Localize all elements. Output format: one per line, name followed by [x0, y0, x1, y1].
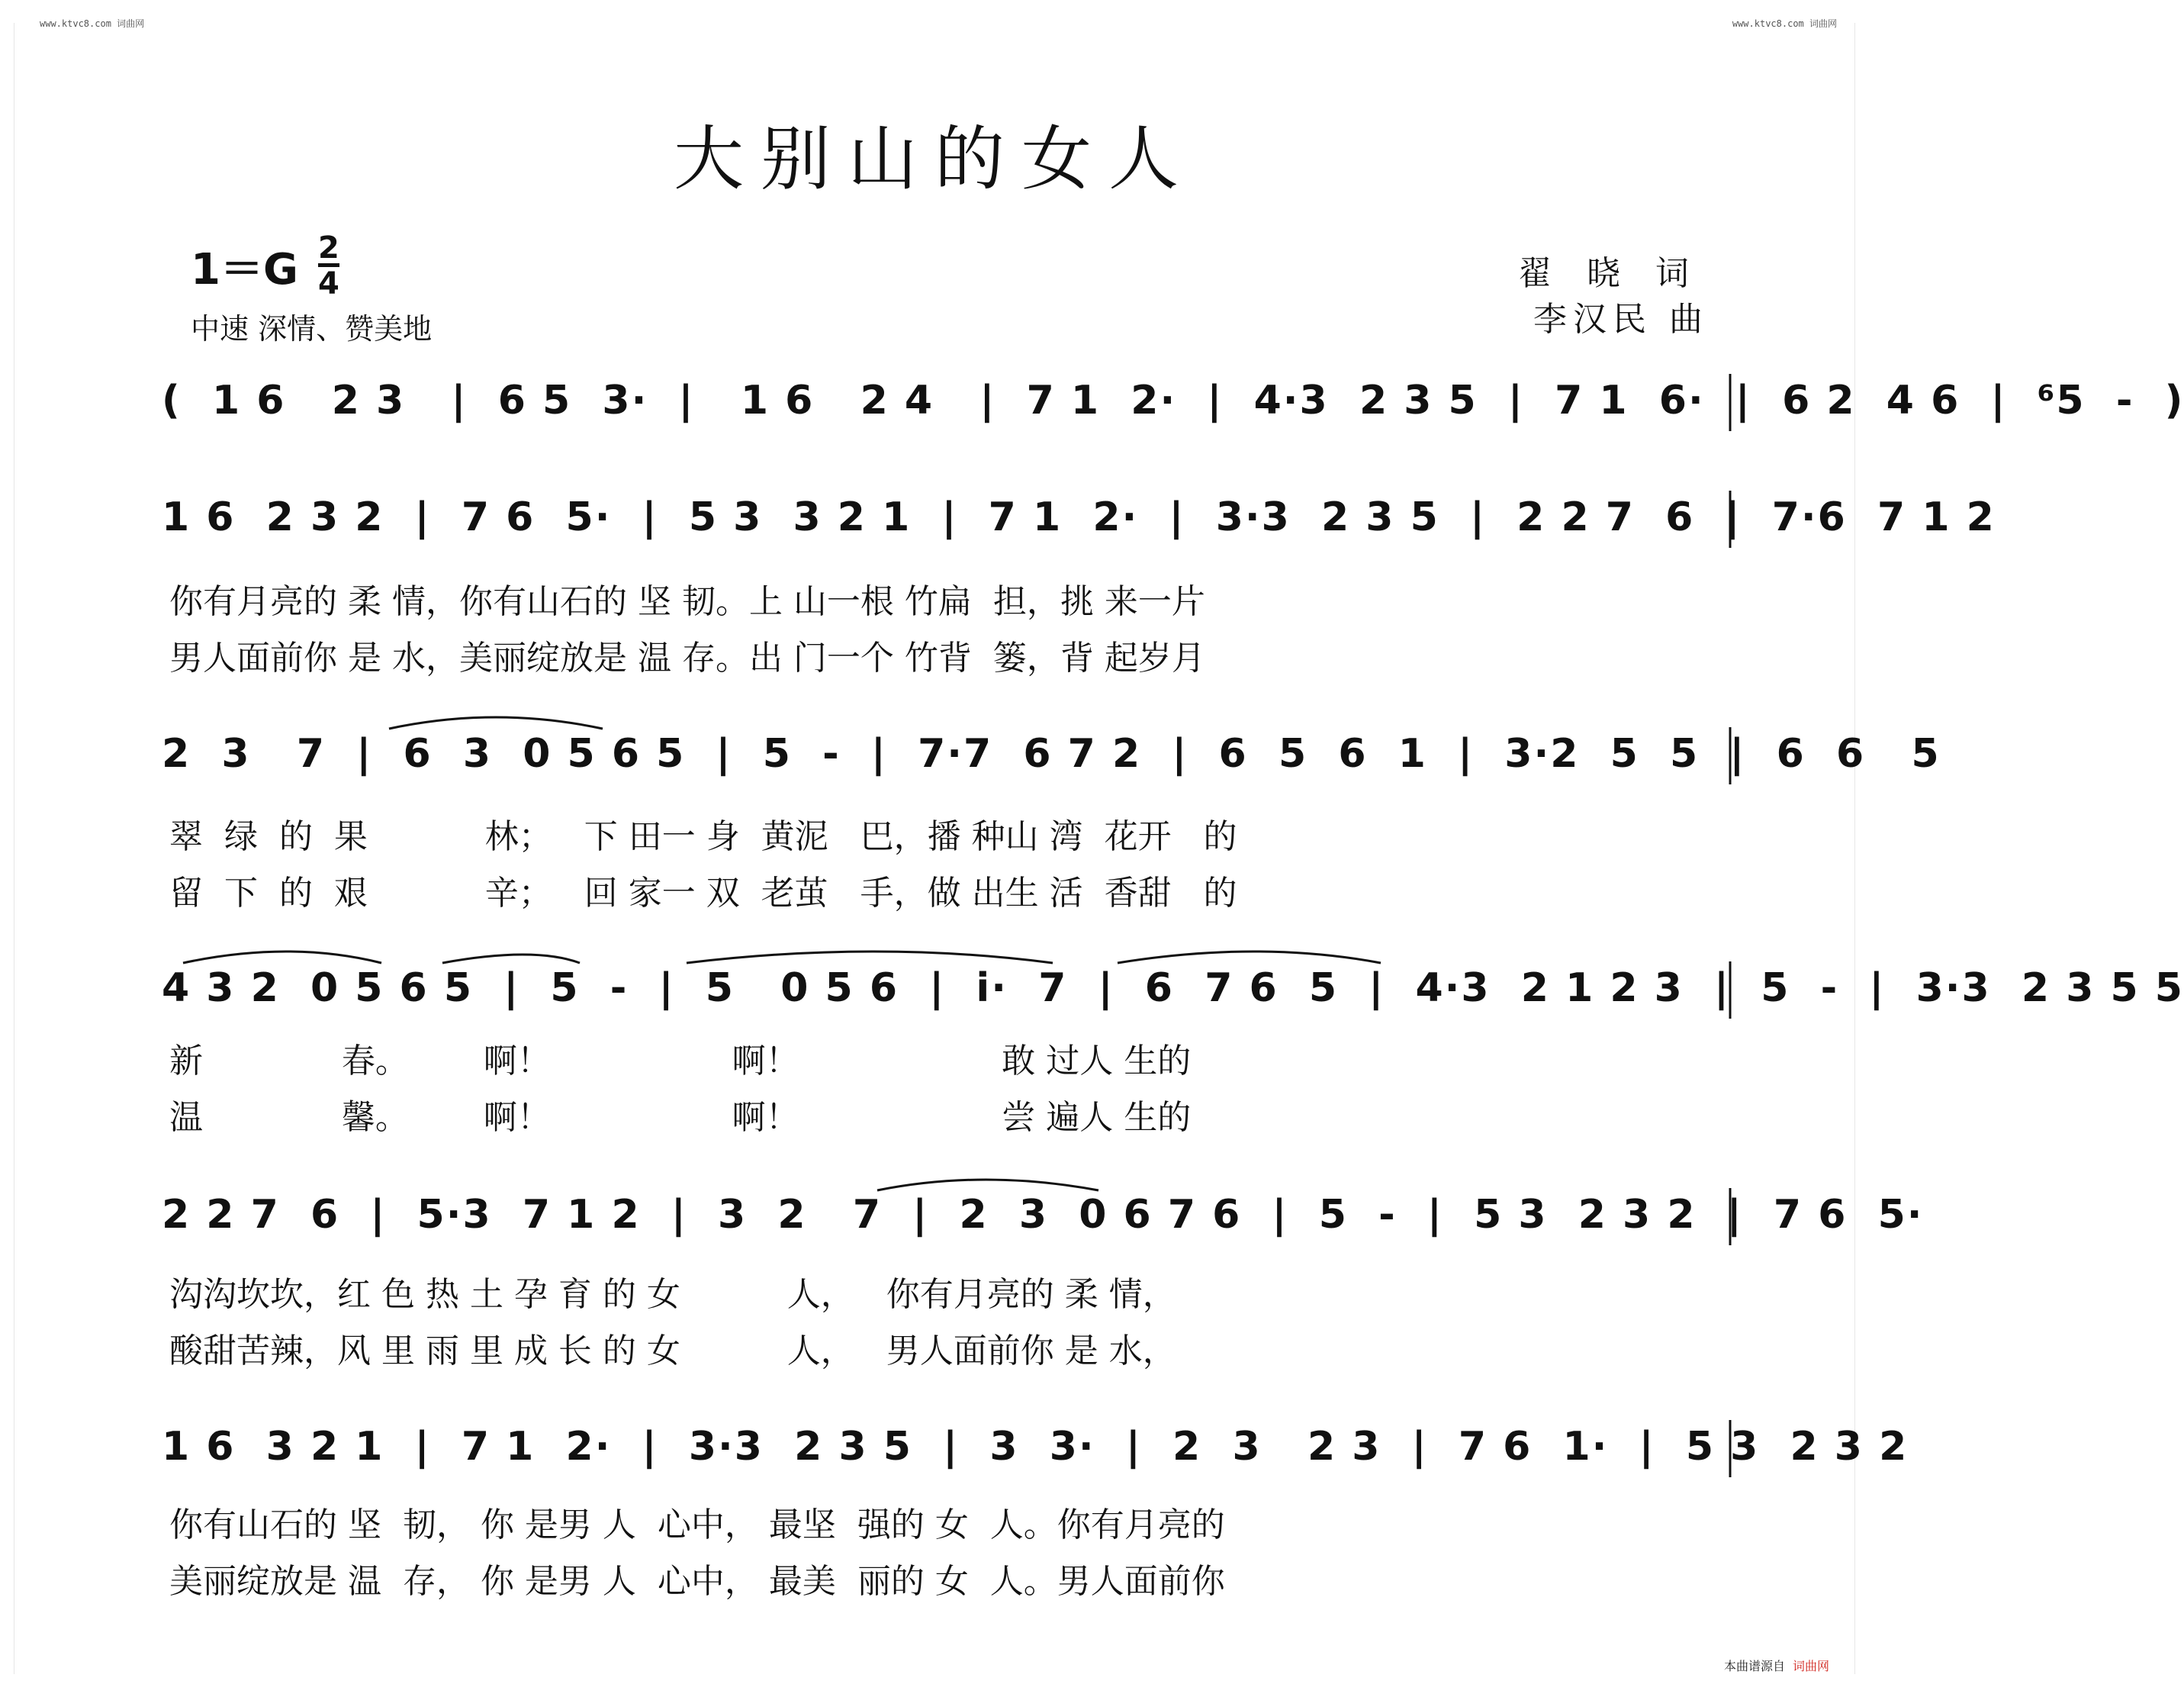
key-signature: 1＝G	[191, 244, 298, 295]
lyric-line-4-verse-2: 温 馨。 啊！ 啊！ 尝 遍人 生的	[169, 1098, 1192, 1137]
source-note-brand[interactable]: 词曲网	[1792, 1659, 1829, 1673]
notation-line-1: ( 1 6 2 3 | 6 5 3· | 1 6 2 4 | 7 1 2· | 4·3 2 3 5 | 7 1 6· | 6 2 4 6 | ⁶5 - )	[162, 378, 2184, 423]
watermark-top-left: www.ktvc8.com 词曲网	[40, 18, 145, 29]
lyric-line-6-verse-1: 你有山石的 坚 韧， 你 是男 人 心中， 最坚 强的 女 人。你有月亮的	[169, 1505, 1225, 1544]
lyric-line-3-verse-1: 翠 绿 的 果 林； 下 田一 身 黄泥 巴，播 种山 湾 花开 的	[169, 817, 1237, 856]
time-signature-denominator: 4	[318, 263, 339, 299]
notation-line-6: 1 6 3 2 1 | 7 1 2· | 3·3 2 3 5 | 3 3· | 2 3 2 3 | 7 6 1· | 5 3 2 3 2	[162, 1424, 1909, 1470]
tempo-marking: 中速 深情、赞美地	[191, 312, 433, 346]
notation-line-2: 1 6 2 3 2 | 7 6 5· | 5 3 3 2 1 | 7 1 2· | 3·3 2 3 5 | 2 2 7 6 | 7·6 7 1 2	[162, 494, 1996, 540]
slur-4b	[442, 955, 580, 963]
time-signature	[317, 230, 339, 301]
lyric-line-4-verse-1: 新 春。 啊！ 啊！ 敢 过人 生的	[169, 1042, 1192, 1080]
source-note	[1724, 1657, 1829, 1674]
slur-3a	[389, 717, 603, 729]
time-signature-numerator: 2	[317, 230, 339, 266]
lyric-line-5-verse-1: 沟沟坎坎，红 色 热 土 孕 育 的 女 人， 你有月亮的 柔 情，	[169, 1275, 1176, 1314]
lyricist-credit: 翟晓词	[1518, 254, 1724, 293]
slur-5a	[877, 1180, 1098, 1190]
notation-line-3: 2 3 7 | 6 3 0 5 6 5 | 5 - | 7·7 6 7 2 | 6 5 6 1 | 3·2 5 5 | 6 6 5	[162, 731, 1941, 777]
left-margin-strip	[3, 23, 14, 1674]
lyric-line-3-verse-2: 留 下 的 艰 辛； 回 家一 双 老茧 手，做 出生 活 香甜 的	[169, 874, 1237, 913]
composer-credit: 李汉民 曲	[1533, 300, 1709, 339]
lyric-line-5-verse-2: 酸甜苦辣，风 里 雨 里 成 长 的 女 人， 男人面前你 是 水，	[169, 1332, 1176, 1370]
lyric-line-6-verse-2: 美丽绽放是 温 存， 你 是男 人 心中， 最美 丽的 女 人。男人面前你	[169, 1562, 1225, 1601]
slur-4c	[687, 952, 1053, 963]
lyric-line-2-verse-2: 男人面前你 是 水，美丽绽放是 温 存。出 门一个 竹背 篓，背 起岁月	[169, 639, 1205, 678]
notation-line-5: 2 2 7 6 | 5·3 7 1 2 | 3 2 7 | 2 3 0 6 7 6 | 5 - | 5 3 2 3 2 | 7 6 5·	[162, 1192, 1924, 1238]
slur-4a	[183, 952, 381, 963]
song-title: 大别山的女人	[673, 118, 1195, 200]
key-signature-block	[191, 230, 339, 301]
watermark-top-right: www.ktvc8.com 词曲网	[1732, 18, 1837, 29]
lyric-line-2-verse-1: 你有月亮的 柔 情，你有山石的 坚 韧。上 山一根 竹扁 担，挑 来一片	[169, 582, 1205, 621]
source-note-label: 本曲谱源自	[1723, 1659, 1785, 1673]
notation-line-4: 4 3 2 0 5 6 5 | 5 - | 5 0 5 6 | i· 7 | 6 7 6 5 | 4·3 2 1 2 3 | 5 - | 3·3 2 3 5 5	[162, 965, 2184, 1011]
slur-4d	[1118, 952, 1381, 963]
